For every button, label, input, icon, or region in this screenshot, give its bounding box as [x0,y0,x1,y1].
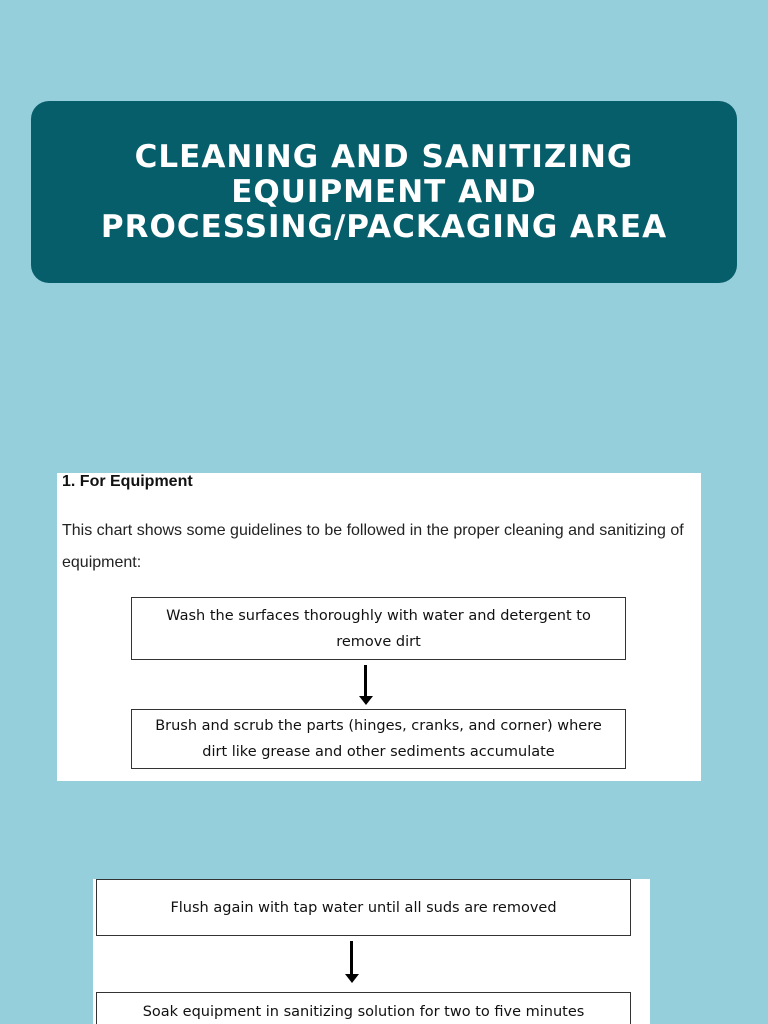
flow-step-brush: Brush and scrub the parts (hinges, cranks, and corner) where dirt like grease and other sediments accumulate [131,709,626,769]
page-title: CLEANING AND SANITIZING EQUIPMENT AND PROCESSING/PACKAGING AREA [100,138,668,245]
intro-text: This chart shows some guidelines to be followed in the proper cleaning and sanitizing of equipment: [62,522,684,571]
flow-step-soak: Soak equipment in sanitizing solution for two to five minutes [96,992,631,1024]
equipment-guidelines-card-continued [93,879,650,1024]
flow-step-flush: Flush again with tap water until all suds are removed [96,879,631,936]
section-heading: 1. For Equipment [62,473,193,490]
flow-step-wash: Wash the surfaces thoroughly with water and detergent to remove dirt [131,597,626,660]
down-arrow-icon [344,941,360,983]
down-arrow-icon [358,665,374,705]
equipment-guidelines-card [57,473,701,781]
title-banner [31,101,737,283]
